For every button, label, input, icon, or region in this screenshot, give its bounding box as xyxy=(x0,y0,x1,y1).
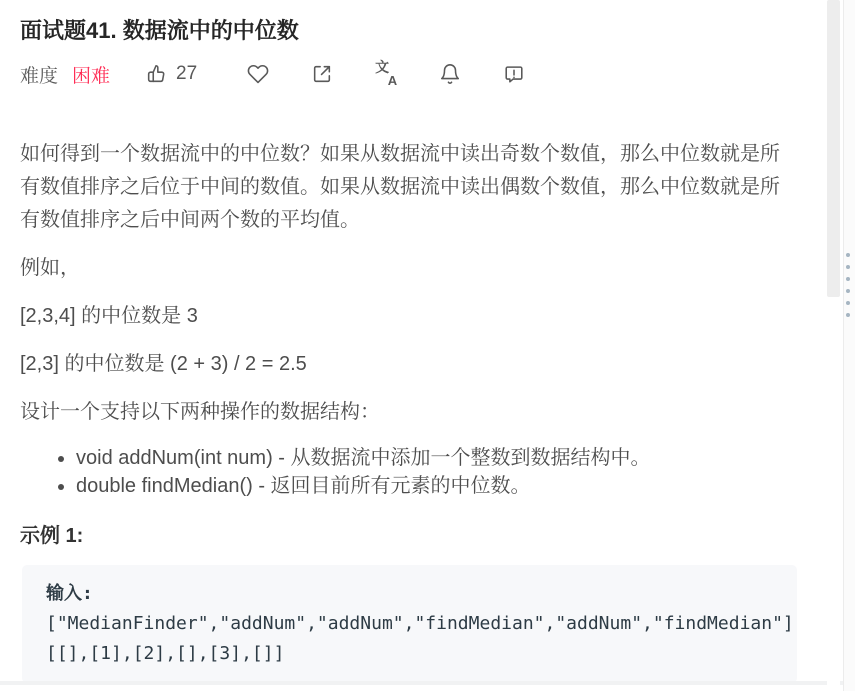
share-icon xyxy=(311,63,333,85)
description-paragraph-4: [2,3] 的中位数是 (2 + 3) / 2 = 2.5 xyxy=(20,353,307,375)
favorite-button[interactable] xyxy=(247,63,269,85)
right-pane-edge xyxy=(844,0,855,691)
grip-dot xyxy=(846,253,850,257)
heart-icon xyxy=(247,63,269,85)
share-button[interactable] xyxy=(311,63,333,85)
code-line-1: ["MedianFinder","addNum","addNum","findMedian","addNum","findMedian"] xyxy=(46,613,794,634)
vertical-scrollbar-track[interactable] xyxy=(827,0,840,691)
code-line-2: [[],[1],[2],[],[3],[]] xyxy=(46,643,285,664)
subscribe-button[interactable] xyxy=(439,63,461,85)
grip-dot xyxy=(846,289,850,293)
list-item-findmedian: • double findMedian() - 返回目前所有元素的中位数。 xyxy=(76,472,797,500)
feedback-icon xyxy=(503,63,525,85)
operations-list xyxy=(20,444,797,500)
bell-icon xyxy=(439,63,461,85)
description-paragraph-2: 例如， xyxy=(20,257,80,279)
like-count: 27 xyxy=(176,63,198,84)
example-code-block xyxy=(22,565,797,683)
description-paragraph-1: 如何得到一个数据流中的中位数？如果从数据流中读出奇数个数值，那么中位数就是所有数值排序之后位于中间的数值。如果从数据流中读出偶数个数值，那么中位数就是所有数值排序之后中间两个数的平均值。 xyxy=(20,143,780,231)
pane-resize-handle[interactable] xyxy=(846,253,850,317)
grip-dot xyxy=(846,277,850,281)
description-paragraph-5: 设计一个支持以下两种操作的数据结构： xyxy=(20,401,380,423)
meta-row xyxy=(20,59,797,88)
problem-title: 面试题41. 数据流中的中位数 xyxy=(20,18,299,43)
grip-dot xyxy=(846,301,850,305)
input-label: 输入: xyxy=(46,583,93,604)
thumbs-up-icon xyxy=(145,63,167,85)
difficulty-badge: 困难 xyxy=(72,65,111,87)
list-item-addnum: • void addNum(int num) - 从数据流中添加一个整数到数据结构中。 xyxy=(76,444,797,472)
grip-dot xyxy=(846,313,850,317)
difficulty-label: 难度 xyxy=(20,65,59,87)
grip-dot xyxy=(846,265,850,269)
translate-button[interactable] xyxy=(375,59,398,88)
description-paragraph-3: [2,3,4] 的中位数是 3 xyxy=(20,305,198,327)
vertical-scrollbar-thumb[interactable] xyxy=(827,0,840,297)
panel-bottom-divider xyxy=(0,681,843,685)
feedback-button[interactable] xyxy=(503,63,525,85)
example-heading: 示例 1: xyxy=(20,525,84,547)
translate-icon: 文 A xyxy=(375,59,398,88)
like-button[interactable] xyxy=(145,63,197,85)
